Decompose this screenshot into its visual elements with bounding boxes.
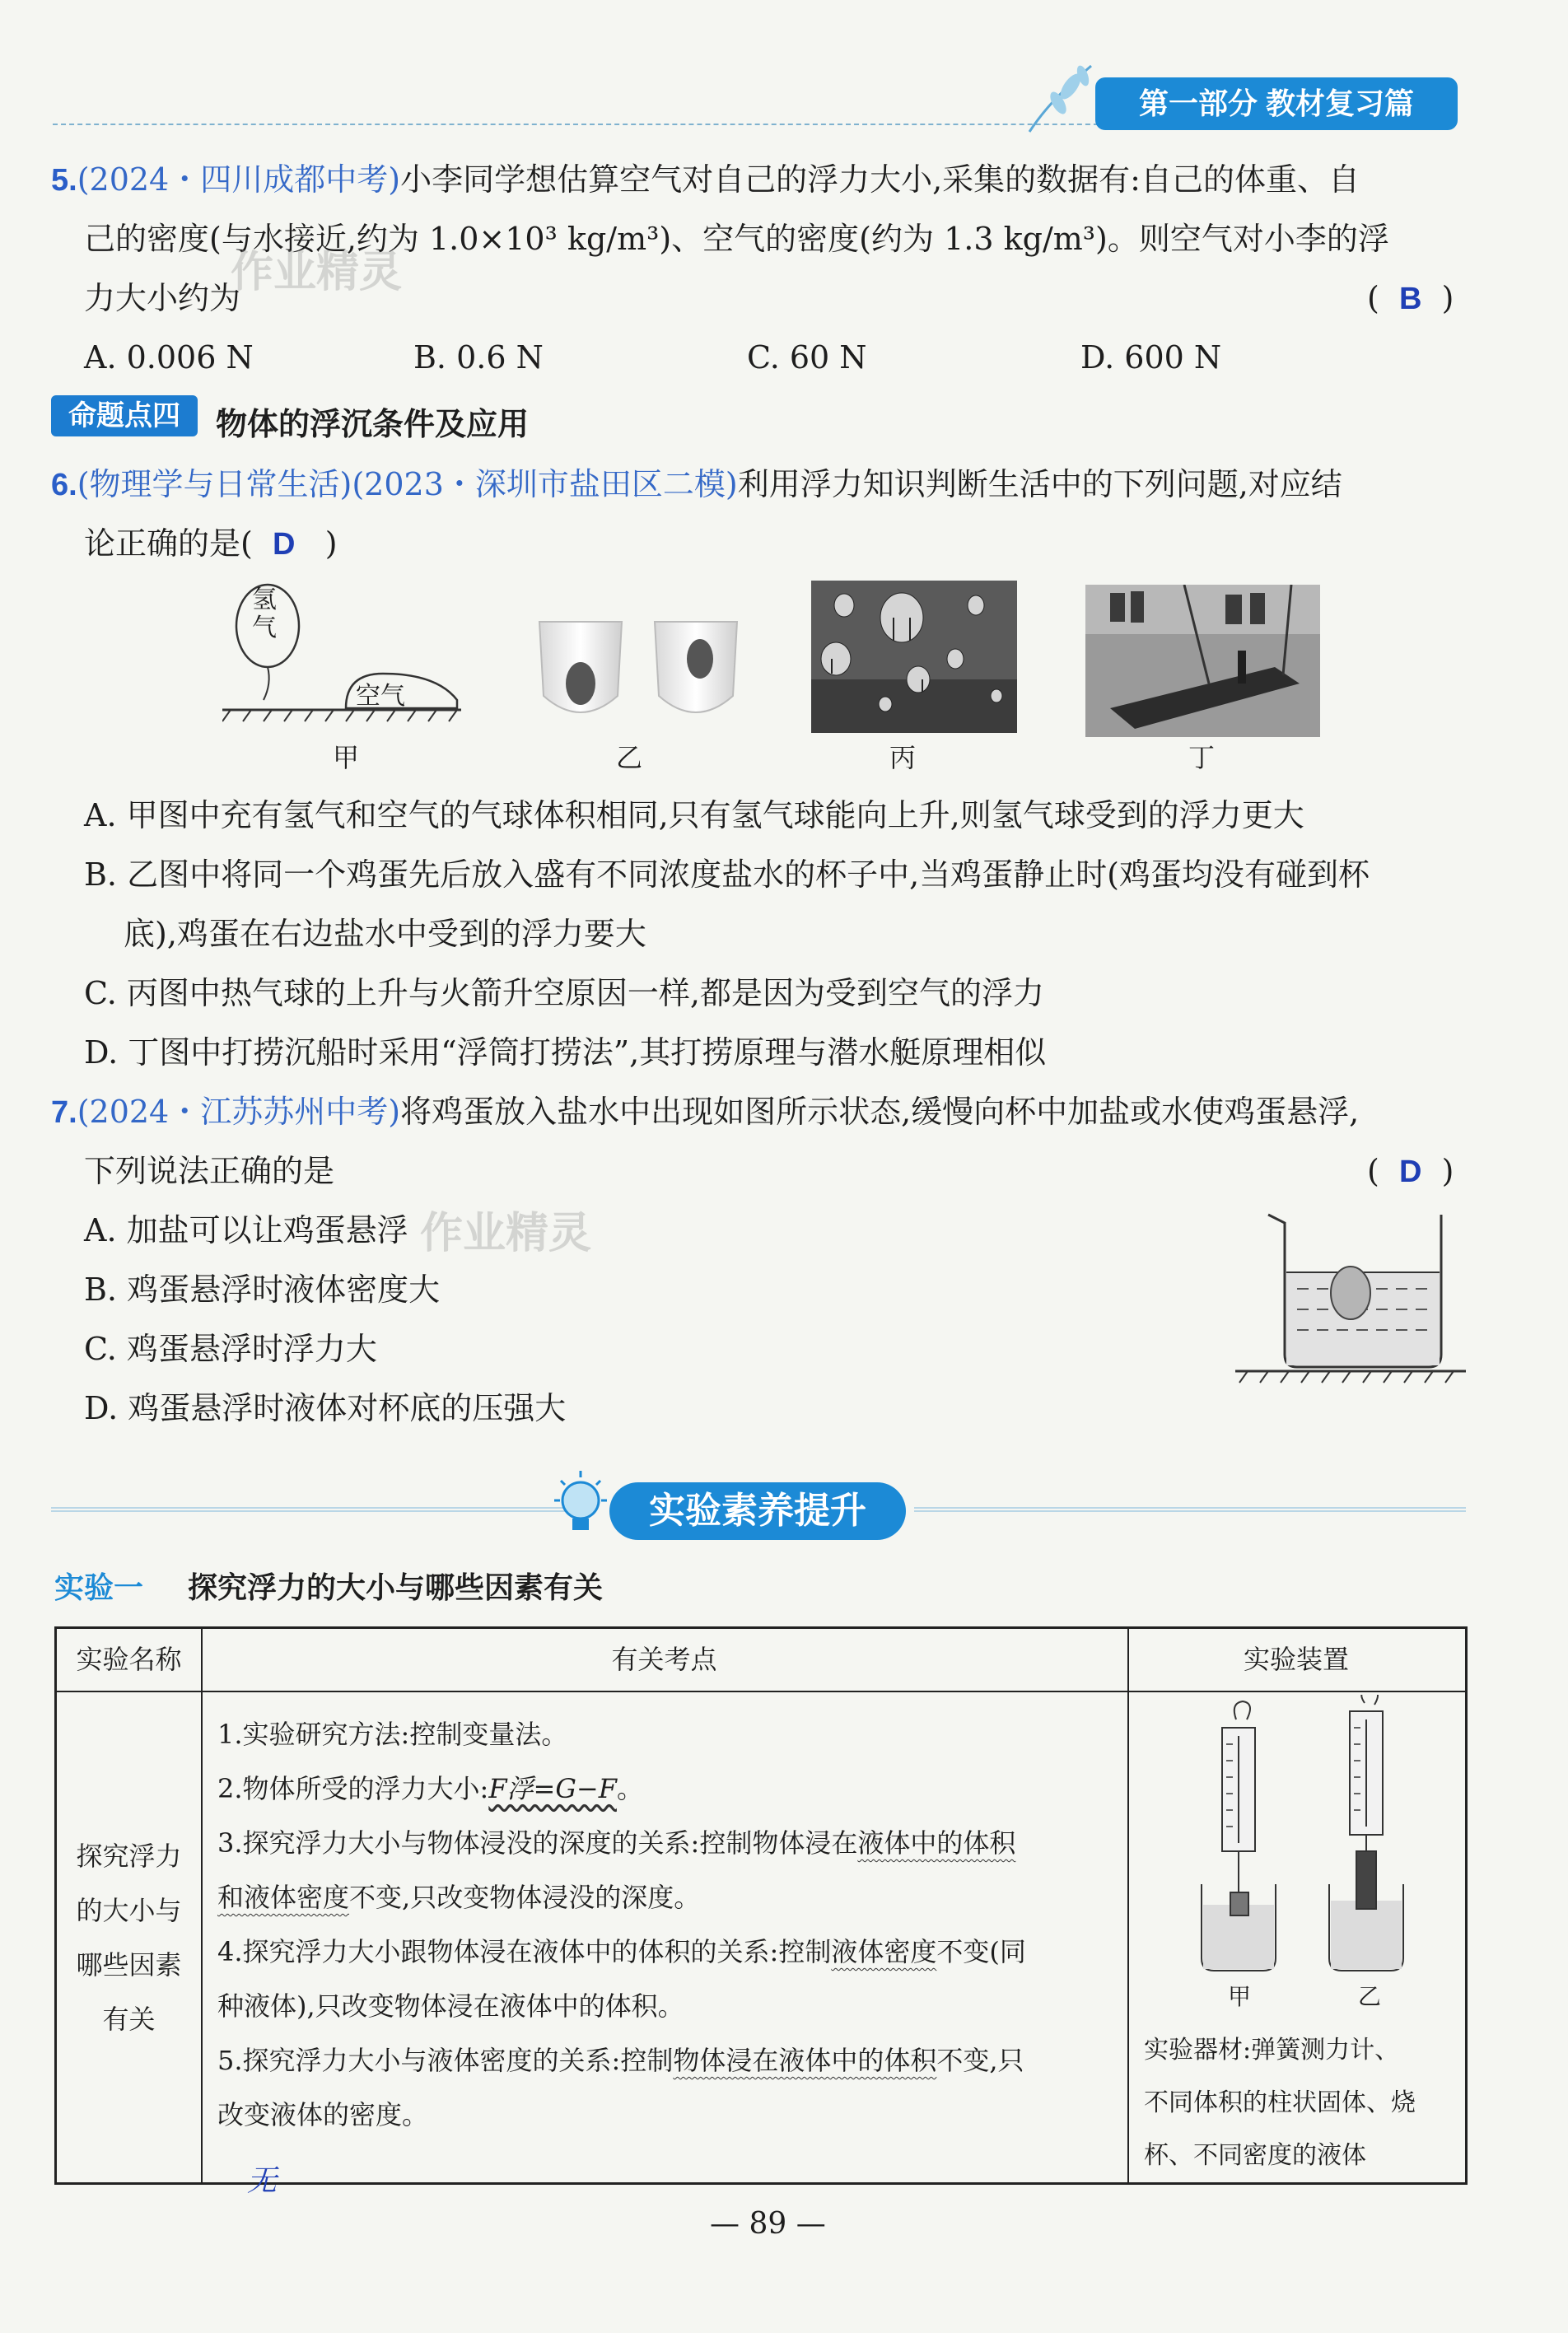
equipment-line-1: 实验器材:弹簧测力计、 [1144, 2036, 1400, 2065]
figure-label-yi: 乙 [616, 742, 643, 773]
equipment-line-3: 杯、不同密度的液体 [1144, 2141, 1366, 2170]
section-title: 物体的浮沉条件及应用 [216, 408, 530, 442]
point-4-a: 4.探究浮力大小跟物体浸在液体中的体积的关系:控制 [217, 1936, 832, 1967]
table-header-points: 有关考点 [611, 1644, 717, 1675]
page-number: — 89 — [710, 2207, 826, 2241]
name-line-4: 有关 [102, 2004, 156, 2035]
figure-label-bing: 丙 [889, 742, 917, 773]
q7-line2: 下列说法正确的是 [84, 1153, 335, 1189]
q6-answer: D [273, 527, 296, 562]
point-4-line2: 种液体),只改变物体浸在液体中的体积。 [217, 1990, 684, 2022]
buoyancy-formula: F浮=G−F [488, 1773, 617, 1804]
q6-option-b: B. 乙图中将同一个鸡蛋先后放入盛有不同浓度盐水的杯子中,当鸡蛋静止时(鸡蛋均没有碰到杯 [84, 856, 1370, 893]
experiment-label: 实验一 [54, 1570, 144, 1604]
q7-option-b: B. 鸡蛋悬浮时液体密度大 [84, 1271, 441, 1308]
banner-rule-left [51, 1507, 578, 1512]
q6-source: (物理学与日常生活)(2023・深圳市盐田区二模) [77, 466, 738, 502]
point-5-b: 物体浸在液体中的体积 [673, 2045, 937, 2076]
point-2-text: 2.物体所受的浮力大小: [217, 1773, 489, 1804]
q7-option-c: C. 鸡蛋悬浮时浮力大 [84, 1331, 377, 1367]
q6-option-b-cont: 底),鸡蛋在右边盐水中受到的浮力要大 [124, 916, 646, 952]
label-hydrogen: 氢气 [252, 586, 277, 642]
q6-option-c: C. 丙图中热气球的上升与火箭升空原因一样,都是因为受到空气的浮力 [84, 975, 1044, 1011]
q7-text-1: 将鸡蛋放入盐水中出现如图所示状态,缓慢向杯中加盐或水使鸡蛋悬浮, [400, 1094, 1360, 1130]
figure-label-jia: 甲 [333, 742, 360, 773]
q5-answer-bracket [1367, 278, 1454, 319]
q7-number: 7. [51, 1095, 77, 1130]
banner-rule-right [914, 1507, 1466, 1512]
q7-answer-bracket [1367, 1151, 1454, 1192]
experiment-banner: 实验素养提升 [609, 1482, 906, 1540]
q7-paren-close: ) [1441, 1153, 1454, 1189]
table-header-apparatus: 实验装置 [1243, 1644, 1349, 1675]
q7-option-d: D. 鸡蛋悬浮时液体对杯底的压强大 [84, 1390, 567, 1426]
point-5-a: 5.探究浮力大小与液体密度的关系:控制 [217, 2045, 674, 2076]
figure-yi-cups [531, 614, 754, 737]
point-5-line1 [217, 2033, 1024, 2088]
q6-option-d: D. 丁图中打捞沉船时采用“浮筒打捞法”,其打捞原理与潜水艇原理相似 [84, 1034, 1047, 1071]
leaf-decoration-icon [1013, 58, 1104, 140]
apparatus-label-yi: 乙 [1358, 1983, 1382, 2010]
name-line-2: 的大小与 [76, 1895, 182, 1926]
q5-text-1: 小李同学想估算空气对自己的浮力大小,采集的数据有:自己的体重、自 [400, 161, 1360, 198]
q5-answer: B [1399, 282, 1422, 316]
point-3-d: 不变,只改变物体浸没的深度。 [349, 1882, 701, 1913]
q7-option-a: A. 加盐可以让鸡蛋悬浮 [84, 1212, 408, 1248]
q5-paren-close: ) [1441, 280, 1454, 316]
table-divider-1 [201, 1629, 203, 2182]
point-5-c: 不变,只 [936, 2045, 1024, 2076]
point-5-line2: 改变液体的密度。 [217, 2099, 429, 2130]
point-4-c: 不变(同 [936, 1936, 1026, 1967]
name-line-1: 探究浮力 [76, 1841, 182, 1872]
figure-beaker-egg [1235, 1206, 1470, 1396]
name-line-3: 哪些因素 [76, 1949, 182, 1981]
experiment-table [54, 1626, 1468, 2185]
point-3-line1 [217, 1816, 1015, 1870]
q7-source: (2024・江苏苏州中考) [77, 1094, 401, 1130]
point-4-line1 [217, 1925, 1026, 1979]
q5-option-b: B. 0.6 N [413, 339, 544, 376]
q5-option-c: C. 60 N [747, 339, 867, 376]
q7-line1 [51, 1092, 1359, 1132]
q5-option-a: A. 0.006 N [84, 339, 254, 376]
point-3-c: 和液体密度 [217, 1882, 350, 1913]
q6-number: 6. [51, 468, 77, 502]
equipment-cell [1144, 2024, 1416, 2182]
header-badge: 第一部分 教材复习篇 [1095, 77, 1458, 130]
point-2 [217, 1761, 643, 1816]
q7-paren-open: ( [1367, 1153, 1379, 1189]
apparatus-label-jia: 甲 [1228, 1983, 1252, 2010]
q5-line1 [51, 160, 1360, 200]
table-divider-2 [1127, 1629, 1129, 2182]
q6-option-a: A. 甲图中充有氢气和空气的气球体积相同,只有氢气球能向上升,则氢气球受到的浮力更大 [84, 797, 1304, 833]
point-3-b: 液体中的体积 [857, 1827, 1016, 1859]
point-2-end: 。 [616, 1773, 643, 1804]
point-3-line2 [217, 1870, 700, 1925]
figure-bing-hot-air-balloons [811, 581, 1017, 733]
point-4-b: 液体密度 [831, 1936, 937, 1967]
header-rule [53, 124, 1115, 125]
q5-line2: 己的密度(与水接近,约为 1.0×10³ kg/m³)、空气的密度(约为 1.3 kg/m³)。则空气对小李的浮 [84, 221, 1389, 257]
q6-line2 [84, 524, 338, 564]
spring-scale-apparatus [1185, 1695, 1424, 1983]
q6-text-2: 论正确的是( [84, 525, 253, 562]
equipment-line-2: 不同体积的柱状固体、烧 [1144, 2088, 1416, 2117]
q5-paren-open: ( [1367, 280, 1379, 316]
point-3-a: 3.探究浮力大小与物体浸没的深度的关系:控制物体浸在 [217, 1827, 858, 1859]
q6-text-1: 利用浮力知识判断生活中的下列问题,对应结 [737, 466, 1342, 502]
q6-line1 [51, 464, 1342, 505]
q5-line3: 力大小约为 [84, 280, 241, 316]
q6-paren-close: ) [324, 525, 338, 562]
table-header-name: 实验名称 [76, 1644, 182, 1675]
experiment-title: 探究浮力的大小与哪些因素有关 [188, 1570, 604, 1604]
q5-source: (2024・四川成都中考) [77, 161, 401, 198]
handwritten-note: 无 [247, 2164, 278, 2198]
point-1: 1.实验研究方法:控制变量法。 [217, 1719, 568, 1750]
watermark-1: 作业精灵 [231, 249, 403, 296]
watermark-2: 作业精灵 [420, 1210, 592, 1257]
q7-answer: D [1399, 1155, 1422, 1189]
figure-label-ding: 丁 [1188, 742, 1216, 773]
experiment-name-cell [57, 1829, 201, 2046]
label-air: 空气 [356, 682, 405, 711]
q5-option-d: D. 600 N [1080, 339, 1222, 376]
lightbulb-icon [548, 1469, 614, 1543]
section-badge: 命题点四 [51, 395, 198, 436]
q5-number: 5. [51, 163, 77, 198]
figure-ding-salvage [1085, 585, 1320, 737]
